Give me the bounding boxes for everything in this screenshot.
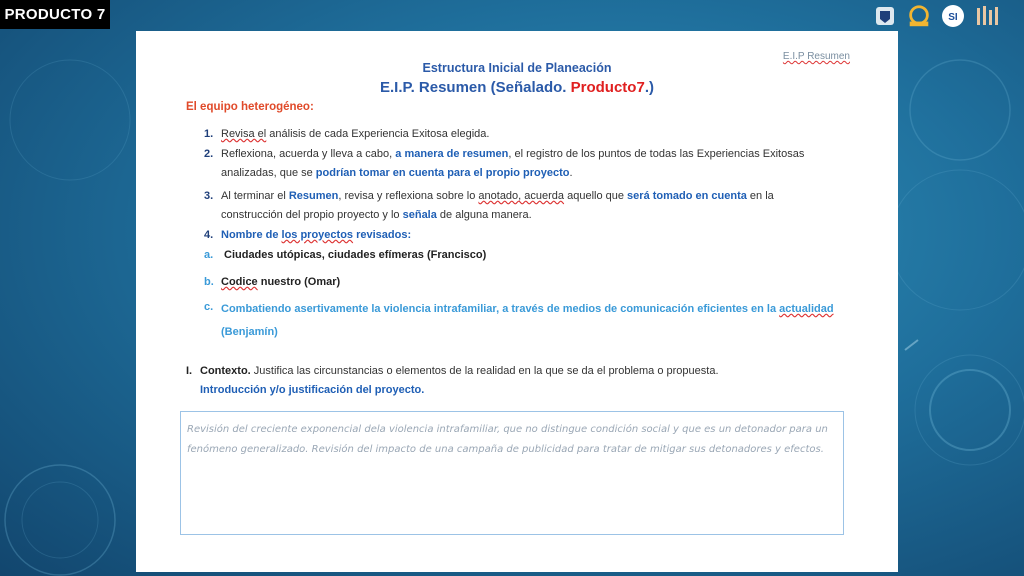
- item-emphasis: Nombre de: [221, 229, 282, 241]
- item-text: análisis de cada Experiencia Exitosa elegida.: [266, 128, 490, 140]
- subtitle-part-1: E.I.P. Resumen (Señalado.: [380, 79, 571, 96]
- item-text: anotado, acuerda: [478, 190, 565, 202]
- project-author: (Benjamín): [221, 326, 278, 338]
- project-letter: b.: [204, 276, 214, 288]
- item-text: , el registro de los puntos de todas las Experiencias Exitosas: [508, 148, 805, 160]
- item-text: , revisa y reflexiona sobre lo: [338, 190, 479, 202]
- project-title: Ciudades utópicas, ciudades efímeras (Francisco): [224, 249, 487, 261]
- project-title: actualidad: [779, 303, 834, 315]
- context-subtitle: Introducción y/o justificación del proyecto.: [200, 384, 425, 396]
- item-emphasis: Resumen: [288, 190, 339, 202]
- project-title: Codice: [221, 276, 258, 288]
- item-emphasis: a manera de resumen: [395, 148, 509, 160]
- doc-subtitle: [136, 79, 898, 96]
- item-text: aquello que: [564, 190, 628, 202]
- document-page: [136, 31, 898, 572]
- project-item-c: [204, 298, 854, 344]
- project-letter: c.: [204, 301, 214, 313]
- list-item-2: [204, 145, 864, 183]
- item-emphasis: señala: [402, 209, 437, 221]
- list-item-4: [204, 226, 411, 245]
- doc-title: Estructura Inicial de Planeación: [422, 61, 612, 75]
- item-text: analizadas, que se: [221, 167, 316, 179]
- item-number: 4.: [204, 229, 214, 241]
- context-answer-box[interactable]: Revisión del creciente exponencial dela violencia intrafamiliar, que no distingue condición social y que es un detonador para un fenómeno generalizado. Revisión del impacto de una campaña de publicidad para tratar de mitigar sus detonadores y efectos.: [180, 411, 844, 535]
- item-text: .: [569, 167, 573, 179]
- list-item-1: [204, 125, 489, 144]
- item-emphasis: revisados:: [353, 229, 412, 241]
- item-text: construcción del propio proyecto y lo: [221, 209, 403, 221]
- subtitle-part-3: .): [644, 79, 654, 96]
- project-letter: a.: [204, 249, 214, 261]
- project-item-b: [204, 273, 340, 292]
- item-text: de alguna manera.: [436, 209, 532, 221]
- context-text: Justifica las circunstancias o elementos de la realidad en la que se da el problema o propuesta.: [250, 365, 719, 377]
- team-heading: El equipo heterogéneo:: [186, 101, 314, 113]
- item-emphasis: podrían tomar en cuenta para el propio proyecto: [315, 167, 570, 179]
- subtitle-product: Producto7: [570, 79, 645, 96]
- unam-crest-icon: [872, 4, 898, 28]
- context-section: [186, 362, 846, 400]
- item-emphasis: será tomado en cuenta: [627, 190, 747, 202]
- list-item-3: [204, 187, 846, 225]
- svg-text:SI: SI: [948, 12, 958, 23]
- item-text: Reflexiona, acuerda y lleva a cabo,: [221, 148, 396, 160]
- item-text: Al terminar el: [221, 190, 289, 202]
- item-number: 2.: [204, 148, 214, 160]
- section-number: I.: [186, 365, 193, 377]
- item-text: Revisa el: [221, 128, 267, 140]
- item-emphasis: los proyectos: [281, 229, 354, 241]
- item-text: en la: [746, 190, 774, 202]
- logo-strip: [872, 4, 1000, 28]
- project-title: nuestro (Omar): [257, 276, 341, 288]
- context-label: Contexto.: [200, 365, 251, 377]
- project-item-a: [204, 246, 486, 265]
- item-number: 1.: [204, 128, 214, 140]
- cgiri-logo-icon: [906, 4, 932, 28]
- project-title: Combatiendo asertivamente la violencia intrafamiliar, a través de medios de comunicación eficientes en la: [221, 303, 780, 315]
- doc-header-label: E.I.P Resumen: [782, 51, 850, 62]
- bars-logo-icon: [974, 4, 1000, 28]
- product-badge: PRODUCTO 7: [0, 0, 110, 29]
- si-logo-icon: [940, 4, 966, 28]
- item-number: 3.: [204, 190, 214, 202]
